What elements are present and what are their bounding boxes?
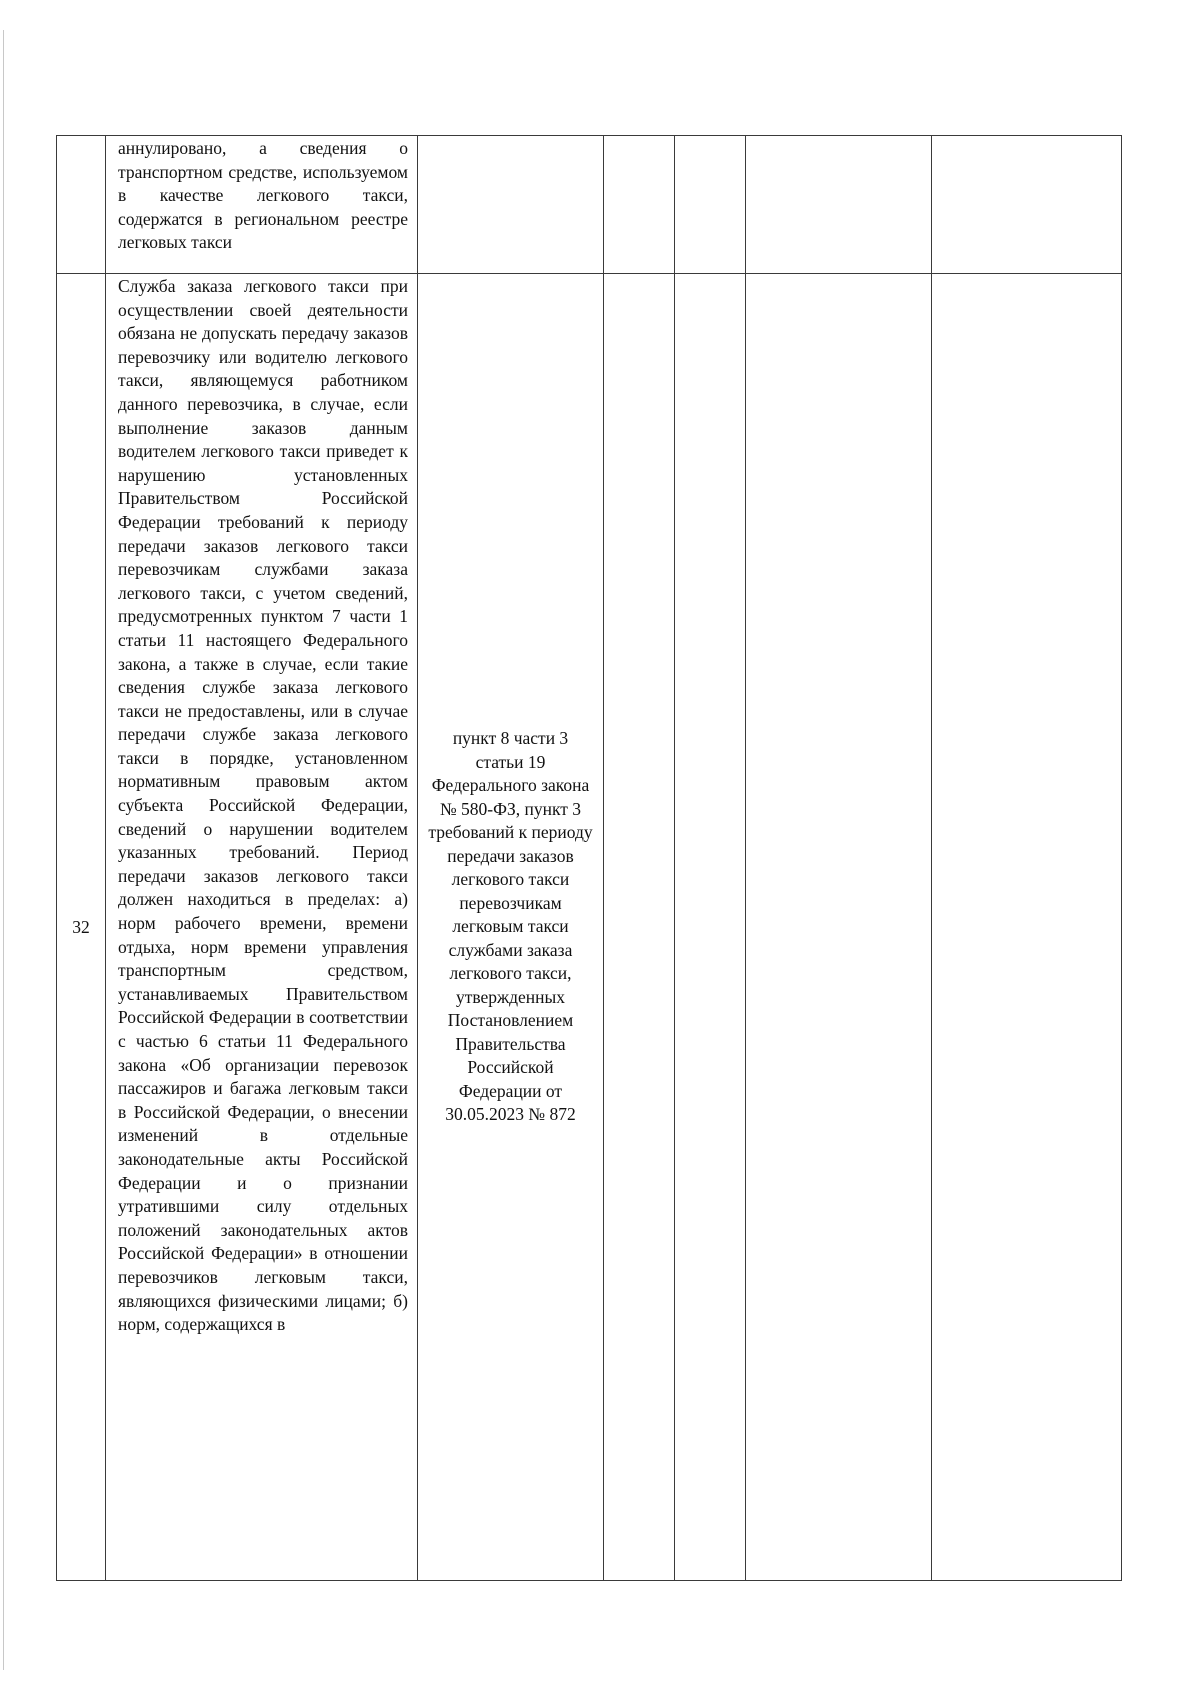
empty-cell (932, 274, 1122, 1581)
requirement-text: Служба заказа легкового такси при осуществлении своей деятельности обязана не допускать передачу заказов перевозчику или водителю легкового такси, являющемуся работником данного перевозчика, в случае, если выполнение заказов данным водителем легкового такси приведет к нарушению установленных Правительством Российской Федерации требований к периоду передачи заказов легкового такси перевозчикам службами заказа легкового такси, с учетом сведений, предусмотренных пунктом 7 части 1 статьи 11 настоящего Федерального закона, а также в случае, если такие сведения службе заказа легкового такси не предоставлены, или в случае передачи службе заказа легкового такси в порядке, установленном нормативным правовым актом субъекта Российской Федерации, сведений о нарушении водителем указанных требований. Период передачи заказов легкового такси должен находиться в пределах: а) норм рабочего времени, времени отдыха, норм времени управления транспортным средством, устанавливаемых Правительством Российской Федерации в соответствии с частью 6 статьи 11 Федерального закона «Об организации перевозок пассажиров и багажа легковым такси в Российской Федерации, о внесении изменений в отдельные законодательные акты Российской Федерации и о признании утратившими силу отдельных положений законодательных актов Российской Федерации» в отношении перевозчиков легковым такси, являющихся физическими лицами; б) норм, содержащихся в (118, 276, 408, 1335)
empty-cell (604, 136, 675, 274)
row-number-cell (57, 136, 106, 274)
requirement-cell (106, 274, 418, 1581)
requirement-cell (106, 136, 418, 274)
empty-cell (675, 274, 746, 1581)
requirements-table (56, 135, 1122, 1581)
requirement-text: аннулировано, а сведения о транспортном средстве, используемом в качестве легкового такси, содержатся в региональном реестре легковых такси (118, 138, 408, 253)
empty-cell (675, 136, 746, 274)
table-row (57, 274, 1122, 1581)
legal-reference-cell: пункт 8 части 3 статьи 19 Федерального закона № 580-ФЗ, пункт 3 требований к периоду передачи заказов легкового такси перевозчикам легковым такси службами заказа легкового такси, утвержденных Постановлением Правительства Российской Федерации от 30.05.2023 № 872 (418, 274, 604, 1581)
empty-cell (746, 136, 932, 274)
empty-cell (932, 136, 1122, 274)
legal-reference-cell (418, 136, 604, 274)
empty-cell (746, 274, 932, 1581)
scan-edge-line (3, 30, 4, 1670)
row-number-cell: 32 (57, 274, 106, 1581)
table-row (57, 136, 1122, 274)
empty-cell (604, 274, 675, 1581)
